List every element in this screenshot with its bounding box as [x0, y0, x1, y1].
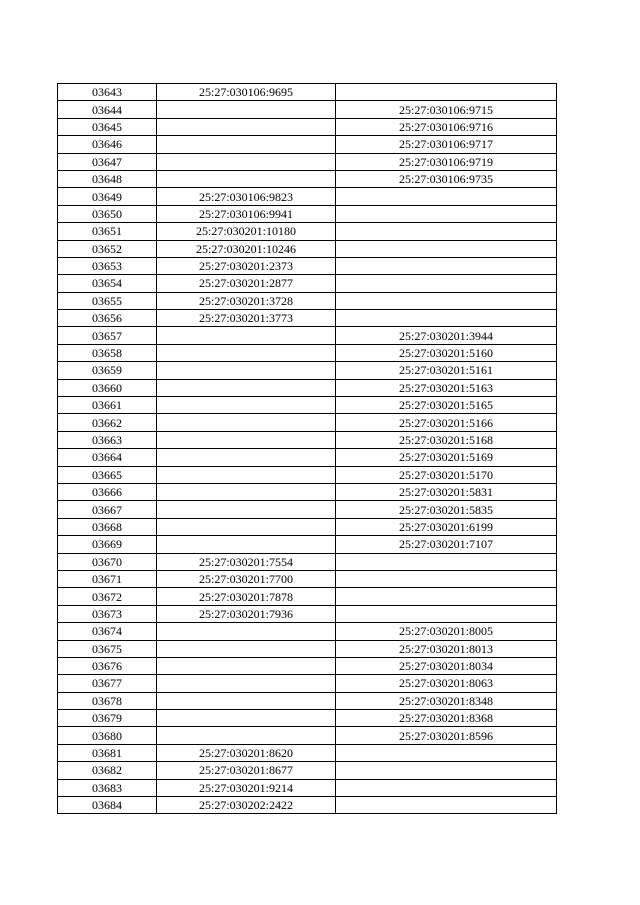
cadastral-number-cell-a: 25:27:030106:9695: [157, 84, 336, 101]
row-number-cell: 03645: [58, 118, 157, 135]
row-number-cell: 03682: [58, 762, 157, 779]
row-number-cell: 03650: [58, 205, 157, 222]
table-row: [58, 675, 557, 692]
row-number-cell: 03663: [58, 431, 157, 448]
cadastral-number-cell-b: [336, 310, 557, 327]
table-row: [58, 257, 557, 274]
cadastral-number-cell-a: 25:27:030201:7878: [157, 588, 336, 605]
row-number-cell: 03646: [58, 136, 157, 153]
cadastral-number-cell-a: [157, 327, 336, 344]
table-row: [58, 779, 557, 796]
cadastral-number-cell-b: 25:27:030201:5170: [336, 466, 557, 483]
cadastral-number-cell-a: [157, 657, 336, 674]
cadastral-number-cell-a: [157, 379, 336, 396]
row-number-cell: 03657: [58, 327, 157, 344]
table-row: [58, 310, 557, 327]
cadastral-number-cell-b: 25:27:030201:5835: [336, 501, 557, 518]
table-row: [58, 657, 557, 674]
row-number-cell: 03668: [58, 518, 157, 535]
cadastral-number-cell-b: 25:27:030106:9735: [336, 170, 557, 187]
cadastral-number-cell-a: 25:27:030201:8677: [157, 762, 336, 779]
cadastral-number-cell-b: 25:27:030201:8348: [336, 692, 557, 709]
cadastral-number-cell-a: 25:27:030106:9941: [157, 205, 336, 222]
row-number-cell: 03660: [58, 379, 157, 396]
cadastral-number-cell-a: [157, 466, 336, 483]
table-row: [58, 84, 557, 101]
table-row: [58, 344, 557, 361]
cadastral-number-cell-b: [336, 240, 557, 257]
cadastral-number-cell-a: [157, 344, 336, 361]
row-number-cell: 03658: [58, 344, 157, 361]
table-row: [58, 170, 557, 187]
table-row: [58, 744, 557, 761]
cadastral-number-cell-a: 25:27:030202:2422: [157, 797, 336, 814]
cadastral-number-cell-a: [157, 640, 336, 657]
row-number-cell: 03656: [58, 310, 157, 327]
cadastral-number-cell-b: [336, 744, 557, 761]
row-number-cell: 03662: [58, 414, 157, 431]
cadastral-number-cell-a: 25:27:030201:7700: [157, 570, 336, 587]
cadastral-number-cell-a: [157, 675, 336, 692]
cadastral-number-cell-b: [336, 588, 557, 605]
row-number-cell: 03651: [58, 223, 157, 240]
cadastral-number-cell-b: 25:27:030201:5161: [336, 362, 557, 379]
table-row: [58, 101, 557, 118]
cadastral-number-cell-a: [157, 449, 336, 466]
cadastral-number-cell-a: [157, 153, 336, 170]
cadastral-number-cell-b: 25:27:030201:8034: [336, 657, 557, 674]
table-row: [58, 431, 557, 448]
row-number-cell: 03678: [58, 692, 157, 709]
row-number-cell: 03676: [58, 657, 157, 674]
row-number-cell: 03683: [58, 779, 157, 796]
cadastral-number-cell-a: 25:27:030106:9823: [157, 188, 336, 205]
table-row: [58, 118, 557, 135]
table-row: [58, 240, 557, 257]
cadastral-number-cell-a: 25:27:030201:10180: [157, 223, 336, 240]
table-row: [58, 136, 557, 153]
cadastral-number-cell-b: 25:27:030201:5169: [336, 449, 557, 466]
cadastral-number-cell-b: 25:27:030201:5165: [336, 397, 557, 414]
table-row: [58, 518, 557, 535]
cadastral-number-cell-b: [336, 762, 557, 779]
row-number-cell: 03674: [58, 623, 157, 640]
row-number-cell: 03659: [58, 362, 157, 379]
row-number-cell: 03679: [58, 710, 157, 727]
cadastral-number-cell-a: [157, 118, 336, 135]
cadastral-number-cell-a: [157, 431, 336, 448]
table-body: [58, 84, 557, 814]
row-number-cell: 03665: [58, 466, 157, 483]
cadastral-number-cell-b: [336, 797, 557, 814]
row-number-cell: 03655: [58, 292, 157, 309]
cadastral-number-cell-b: 25:27:030201:7107: [336, 536, 557, 553]
table-row: [58, 275, 557, 292]
cadastral-number-cell-b: [336, 257, 557, 274]
cadastral-number-cell-b: 25:27:030201:8013: [336, 640, 557, 657]
row-number-cell: 03681: [58, 744, 157, 761]
cadastral-number-cell-a: 25:27:030201:3773: [157, 310, 336, 327]
row-number-cell: 03648: [58, 170, 157, 187]
cadastral-number-cell-b: 25:27:030106:9716: [336, 118, 557, 135]
row-number-cell: 03661: [58, 397, 157, 414]
cadastral-number-cell-a: [157, 518, 336, 535]
cadastral-number-cell-b: 25:27:030106:9717: [336, 136, 557, 153]
row-number-cell: 03647: [58, 153, 157, 170]
table-row: [58, 623, 557, 640]
cadastral-number-cell-a: [157, 136, 336, 153]
row-number-cell: 03673: [58, 605, 157, 622]
cadastral-number-cell-b: [336, 292, 557, 309]
cadastral-number-cell-b: [336, 570, 557, 587]
row-number-cell: 03653: [58, 257, 157, 274]
table-row: [58, 205, 557, 222]
cadastral-number-cell-b: [336, 779, 557, 796]
cadastral-number-cell-a: 25:27:030201:3728: [157, 292, 336, 309]
table-row: [58, 397, 557, 414]
cadastral-number-cell-b: [336, 223, 557, 240]
cadastral-number-cell-b: 25:27:030201:8596: [336, 727, 557, 744]
cadastral-number-cell-a: 25:27:030201:2877: [157, 275, 336, 292]
table-row: [58, 501, 557, 518]
cadastral-number-cell-b: 25:27:030201:8063: [336, 675, 557, 692]
table-row: [58, 762, 557, 779]
cadastral-number-cell-a: 25:27:030201:9214: [157, 779, 336, 796]
table-row: [58, 570, 557, 587]
row-number-cell: 03675: [58, 640, 157, 657]
table-row: [58, 292, 557, 309]
table-row: [58, 588, 557, 605]
cadastral-number-cell-b: 25:27:030106:9715: [336, 101, 557, 118]
cadastral-number-cell-a: [157, 710, 336, 727]
cadastral-number-cell-a: [157, 483, 336, 500]
cadastral-number-cell-b: [336, 275, 557, 292]
row-number-cell: 03684: [58, 797, 157, 814]
cadastral-number-cell-b: [336, 84, 557, 101]
cadastral-number-cell-b: 25:27:030106:9719: [336, 153, 557, 170]
cadastral-number-cell-b: 25:27:030201:5163: [336, 379, 557, 396]
cadastral-number-cell-b: [336, 553, 557, 570]
cadastral-number-cell-b: 25:27:030201:8368: [336, 710, 557, 727]
table-row: [58, 640, 557, 657]
table-row: [58, 483, 557, 500]
cadastral-number-cell-b: 25:27:030201:6199: [336, 518, 557, 535]
cadastral-number-cell-b: 25:27:030201:3944: [336, 327, 557, 344]
cadastral-number-cell-a: 25:27:030201:8620: [157, 744, 336, 761]
table-row: [58, 327, 557, 344]
table-row: [58, 449, 557, 466]
table-row: [58, 692, 557, 709]
row-number-cell: 03666: [58, 483, 157, 500]
row-number-cell: 03652: [58, 240, 157, 257]
table-row: [58, 362, 557, 379]
cadastral-number-cell-b: 25:27:030201:5160: [336, 344, 557, 361]
table-row: [58, 605, 557, 622]
cadastral-number-cell-a: 25:27:030201:10246: [157, 240, 336, 257]
table-row: [58, 797, 557, 814]
table-row: [58, 536, 557, 553]
cadastral-number-cell-b: [336, 605, 557, 622]
cadastral-number-cell-a: [157, 692, 336, 709]
cadastral-number-cell-b: [336, 188, 557, 205]
cadastral-number-cell-b: [336, 205, 557, 222]
row-number-cell: 03670: [58, 553, 157, 570]
table-row: [58, 553, 557, 570]
cadastral-number-cell-b: 25:27:030201:5166: [336, 414, 557, 431]
cadastral-number-cell-a: 25:27:030201:7554: [157, 553, 336, 570]
cadastral-number-cell-a: [157, 623, 336, 640]
row-number-cell: 03664: [58, 449, 157, 466]
cadastral-number-cell-a: [157, 501, 336, 518]
row-number-cell: 03644: [58, 101, 157, 118]
row-number-cell: 03672: [58, 588, 157, 605]
cadastral-number-cell-a: [157, 536, 336, 553]
cadastral-number-cell-a: 25:27:030201:7936: [157, 605, 336, 622]
table-row: [58, 414, 557, 431]
table-row: [58, 153, 557, 170]
cadastral-number-cell-b: 25:27:030201:8005: [336, 623, 557, 640]
row-number-cell: 03671: [58, 570, 157, 587]
table-row: [58, 466, 557, 483]
cadastral-number-cell-a: 25:27:030201:2373: [157, 257, 336, 274]
cadastral-number-cell-b: 25:27:030201:5831: [336, 483, 557, 500]
row-number-cell: 03643: [58, 84, 157, 101]
row-number-cell: 03654: [58, 275, 157, 292]
cadastral-table: [57, 83, 557, 814]
table-row: [58, 188, 557, 205]
table-row: [58, 379, 557, 396]
row-number-cell: 03649: [58, 188, 157, 205]
cadastral-number-cell-a: [157, 727, 336, 744]
cadastral-number-cell-b: 25:27:030201:5168: [336, 431, 557, 448]
table-row: [58, 223, 557, 240]
cadastral-number-cell-a: [157, 101, 336, 118]
cadastral-number-cell-a: [157, 397, 336, 414]
cadastral-number-cell-a: [157, 362, 336, 379]
cadastral-number-cell-a: [157, 170, 336, 187]
row-number-cell: 03677: [58, 675, 157, 692]
row-number-cell: 03680: [58, 727, 157, 744]
row-number-cell: 03669: [58, 536, 157, 553]
cadastral-number-cell-a: [157, 414, 336, 431]
table-row: [58, 710, 557, 727]
table-row: [58, 727, 557, 744]
row-number-cell: 03667: [58, 501, 157, 518]
